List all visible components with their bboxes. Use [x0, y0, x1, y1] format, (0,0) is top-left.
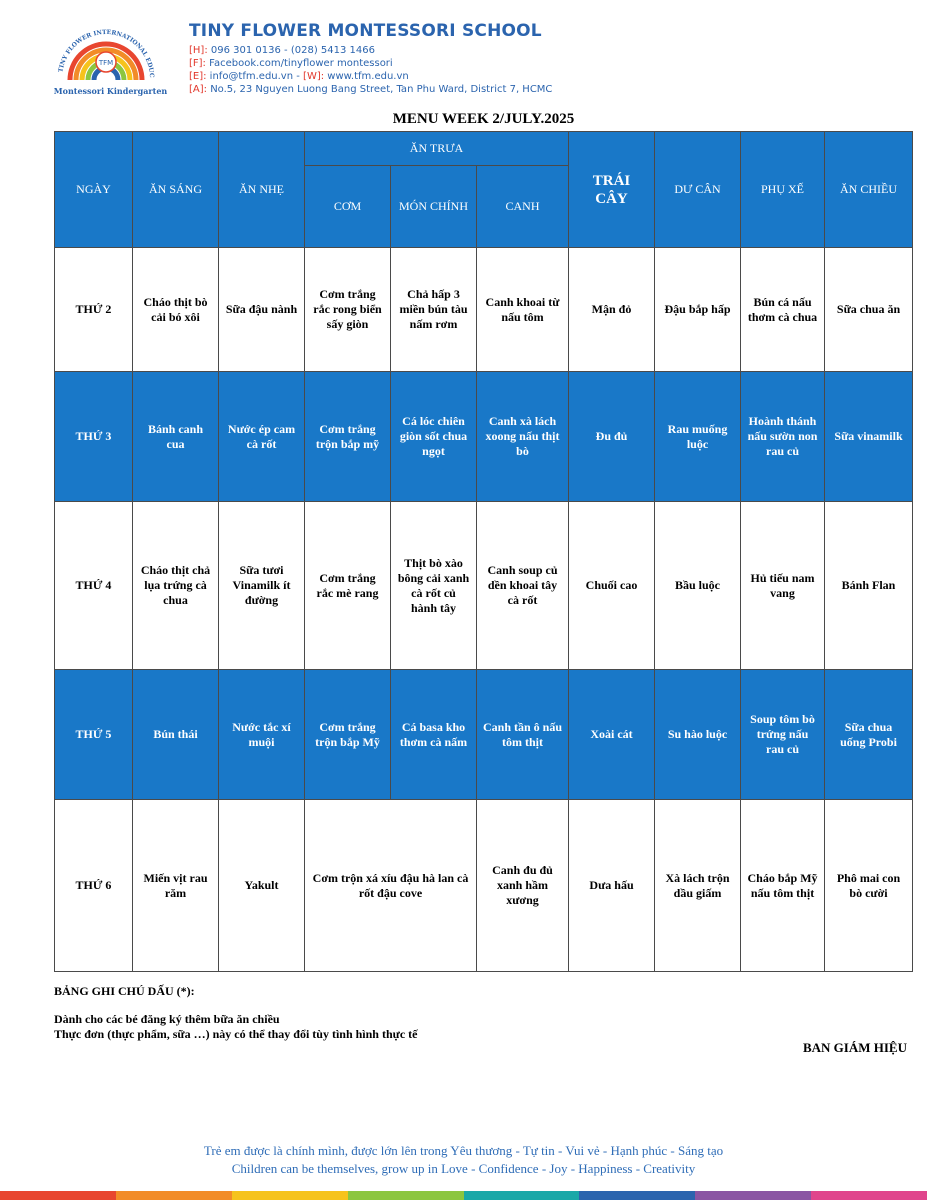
stripe-segment	[464, 1191, 580, 1200]
balanced-cell: Đậu bắp hấp	[655, 248, 741, 372]
side-cell: Soup tôm bò trứng nấu rau củ	[741, 670, 825, 800]
stripe-segment	[579, 1191, 695, 1200]
snack-cell: Sữa đậu nành	[219, 248, 305, 372]
afternoon-cell: Sữa vinamilk	[825, 372, 913, 502]
balanced-cell: Xà lách trộn dầu giấm	[655, 800, 741, 972]
afternoon-cell: Phô mai con bò cười	[825, 800, 913, 972]
main-cell: Cá basa kho thơm cà nấm	[391, 670, 477, 800]
stripe-segment	[811, 1191, 927, 1200]
stripe-segment	[0, 1191, 116, 1200]
rice-cell: Cơm trắng rắc mè rang	[305, 502, 391, 670]
side-cell: Hủ tiếu nam vang	[741, 502, 825, 670]
logo-arc-text: TINY FLOWER INTERNATIONAL EDUC	[57, 28, 156, 78]
menu-table	[54, 131, 913, 972]
main-cell: Cá lóc chiên giòn sốt chua ngọt	[391, 372, 477, 502]
table-row	[55, 372, 913, 502]
header-soup: CANH	[477, 166, 569, 248]
balanced-cell: Bầu luộc	[655, 502, 741, 670]
day-cell: THỨ 4	[55, 502, 133, 670]
header-day: NGÀY	[55, 132, 133, 248]
school-name: TINY FLOWER MONTESSORI SCHOOL	[189, 21, 542, 41]
signature: BAN GIÁM HIỆU	[802, 1040, 907, 1055]
rice-cell: Cơm trắng trộn bắp mỹ	[305, 372, 391, 502]
fruit-cell: Xoài cát	[569, 670, 655, 800]
day-cell: THỨ 2	[55, 248, 133, 372]
footer-slogan	[0, 1142, 927, 1178]
page-title: MENU WEEK 2/JULY.2025	[392, 111, 575, 127]
balanced-cell: Rau muống luộc	[655, 372, 741, 502]
snack-cell: Sữa tươi Vinamilk ít đường	[219, 502, 305, 670]
header-rice: CƠM	[305, 166, 391, 248]
fruit-cell: Chuối cao	[569, 502, 655, 670]
stripe-segment	[116, 1191, 232, 1200]
header-balanced: DƯ CÂN	[655, 132, 741, 248]
table-row	[55, 670, 913, 800]
balanced-cell: Su hào luộc	[655, 670, 741, 800]
day-cell: THỨ 5	[55, 670, 133, 800]
rice-cell: Cơm trắng rắc rong biển sấy giòn	[305, 248, 391, 372]
fruit-cell: Đu đủ	[569, 372, 655, 502]
header-side: PHỤ XẾ	[741, 132, 825, 248]
school-logo	[52, 18, 170, 98]
header-afternoon: ĂN CHIỀU	[825, 132, 913, 248]
footer-slogan-vi: Trẻ em được là chính mình, được lớn lên trong Yêu thương - Tự tin - Vui vẻ - Hạnh phúc - Sáng tạo	[203, 1143, 724, 1158]
rice-cell: Cơm trắng trộn bắp Mỹ	[305, 670, 391, 800]
table-row	[55, 502, 913, 670]
side-cell: Hoành thánh nấu sườn non rau củ	[741, 372, 825, 502]
stripe-segment	[232, 1191, 348, 1200]
contact-block	[189, 44, 552, 96]
contact-email-web[interactable]: [E]: info@tfm.edu.vn - [W]: www.tfm.edu.vn	[189, 71, 409, 82]
notes-block	[54, 984, 418, 1042]
header-snack: ĂN NHẸ	[219, 132, 305, 248]
table-row	[55, 800, 913, 972]
notes-heading: BẢNG GHI CHÚ DẤU (*):	[54, 984, 195, 998]
table-row	[55, 248, 913, 372]
soup-cell: Canh tần ô nấu tôm thịt	[477, 670, 569, 800]
footer-slogan-en: Children can be themselves, grow up in Love - Confidence - Joy - Happiness - Creativity	[231, 1161, 696, 1176]
breakfast-cell: Bánh canh cua	[133, 372, 219, 502]
breakfast-cell: Miến vịt rau răm	[133, 800, 219, 972]
breakfast-cell: Cháo thịt bò cải bó xôi	[133, 248, 219, 372]
main-cell: Chả hấp 3 miền bún tàu nấm rơm	[391, 248, 477, 372]
side-cell: Bún cá nấu thơm cà chua	[741, 248, 825, 372]
fruit-cell: Dưa hấu	[569, 800, 655, 972]
snack-cell: Nước tắc xí muội	[219, 670, 305, 800]
logo-center-text: TFM	[98, 59, 114, 67]
soup-cell: Canh khoai từ nấu tôm	[477, 248, 569, 372]
header-fruit: TRÁI CÂY	[569, 132, 655, 248]
contact-facebook[interactable]: [F]: Facebook.com/tinyflower montessori	[189, 58, 393, 69]
header-lunch: ĂN TRƯA	[305, 132, 569, 166]
contact-phone: [H]: 096 301 0136 - (028) 5413 1466	[189, 45, 375, 56]
afternoon-cell: Sữa chua ăn	[825, 248, 913, 372]
logo-caption: A Montessori Kindergarten	[52, 86, 168, 96]
side-cell: Cháo bắp Mỹ nấu tôm thịt	[741, 800, 825, 972]
afternoon-cell: Bánh Flan	[825, 502, 913, 670]
stripe-segment	[348, 1191, 464, 1200]
rainbow-logo-icon	[52, 18, 170, 98]
contact-address: [A]: No.5, 23 Nguyen Luong Bang Street, Tan Phu Ward, District 7, HCMC	[189, 84, 553, 95]
color-stripe	[0, 1191, 927, 1200]
notes-line-2: Thực đơn (thực phẩm, sữa …) này có thể thay đổi tùy tình hình thực tế	[54, 1027, 418, 1041]
header-breakfast: ĂN SÁNG	[133, 132, 219, 248]
soup-cell: Canh xà lách xoong nấu thịt bò	[477, 372, 569, 502]
day-cell: THỨ 3	[55, 372, 133, 502]
snack-cell: Yakult	[219, 800, 305, 972]
day-cell: THỨ 6	[55, 800, 133, 972]
fruit-cell: Mận đỏ	[569, 248, 655, 372]
afternoon-cell: Sữa chua uống Probi	[825, 670, 913, 800]
soup-cell: Canh đu đủ xanh hầm xương	[477, 800, 569, 972]
header-main: MÓN CHÍNH	[391, 166, 477, 248]
main-cell: Thịt bò xào bông cải xanh cà rốt củ hành tây	[391, 502, 477, 670]
snack-cell: Nước ép cam cà rốt	[219, 372, 305, 502]
soup-cell: Canh soup củ dền khoai tây cà rốt	[477, 502, 569, 670]
rice-main-cell: Cơm trộn xá xíu đậu hà lan cà rốt đậu cove	[305, 800, 477, 972]
notes-line-1: Dành cho các bé đăng ký thêm bữa ăn chiều	[54, 1012, 280, 1026]
breakfast-cell: Bún thái	[133, 670, 219, 800]
stripe-segment	[695, 1191, 811, 1200]
breakfast-cell: Cháo thịt chả lụa trứng cà chua	[133, 502, 219, 670]
